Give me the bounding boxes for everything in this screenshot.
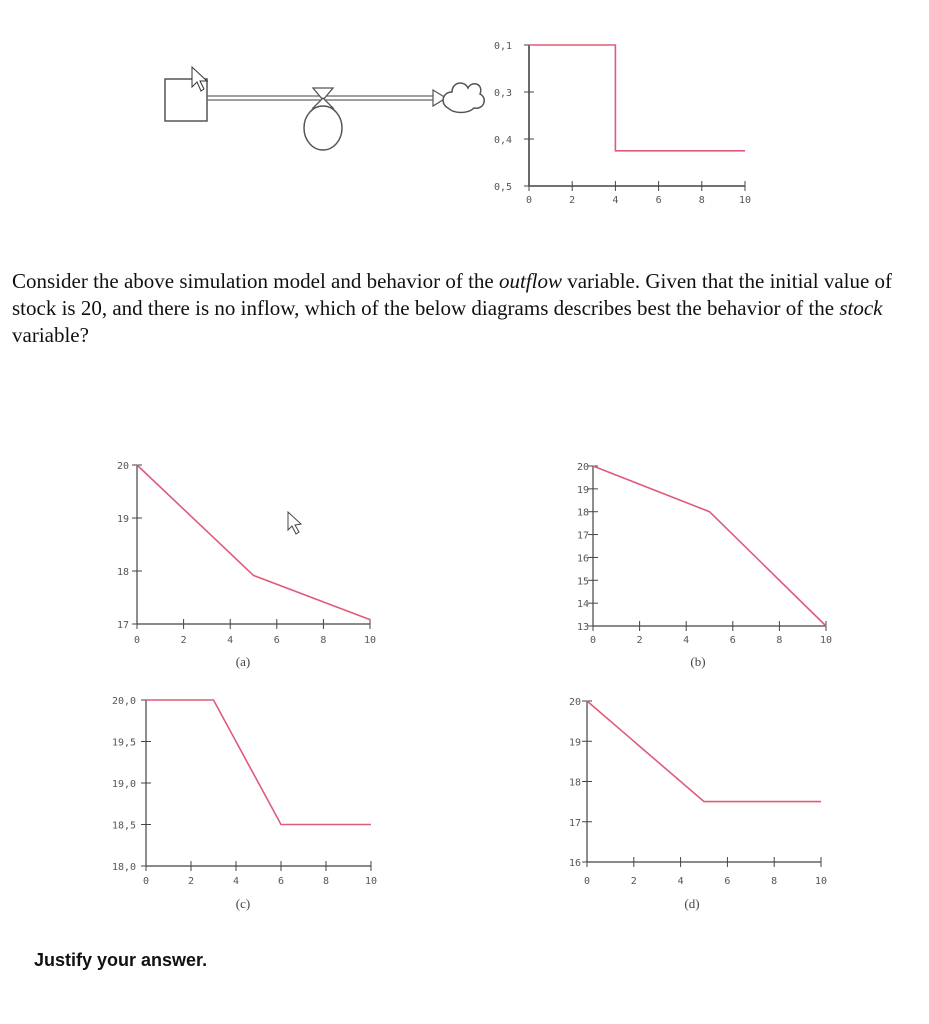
y-tick-label: 16 bbox=[568, 858, 582, 869]
y-tick-label: 0,1 bbox=[493, 41, 513, 52]
chart-caption: (b) bbox=[690, 654, 706, 669]
y-tick-label: 17 bbox=[576, 530, 590, 542]
y-tick-label: 15 bbox=[576, 576, 590, 588]
y-tick-label: 20 bbox=[116, 461, 130, 472]
x-tick-label: 8 bbox=[322, 876, 330, 887]
y-tick-label: 18 bbox=[568, 777, 582, 789]
y-tick-label: 16 bbox=[576, 553, 590, 565]
y-tick-label: 14 bbox=[576, 599, 590, 611]
x-tick-label: 8 bbox=[771, 876, 778, 887]
y-tick-label: 0,4 bbox=[493, 135, 513, 146]
x-tick-label: 10 bbox=[814, 876, 828, 887]
question-text: Consider the above simulation model and behavior of the outflow variable. Given that the initial value of stock is 20, and there is no inflow, which of the below diagrams describes best the behavior of the stock variable? bbox=[12, 269, 893, 347]
x-tick-label: 8 bbox=[698, 195, 705, 206]
y-tick-label: 17 bbox=[116, 620, 130, 631]
chart-caption: (c) bbox=[235, 896, 251, 911]
y-tick-label: 18 bbox=[116, 567, 130, 578]
y-tick-label: 18,0 bbox=[111, 862, 137, 873]
y-tick-label: 19 bbox=[568, 737, 582, 749]
x-tick-label: 4 bbox=[677, 876, 684, 887]
x-tick-label: 0 bbox=[589, 635, 597, 646]
x-tick-label: 8 bbox=[776, 635, 783, 646]
x-tick-label: 0 bbox=[133, 635, 141, 646]
chart-caption: (d) bbox=[684, 896, 700, 911]
x-tick-label: 6 bbox=[724, 876, 731, 887]
x-tick-label: 10 bbox=[363, 635, 377, 646]
y-tick-label: 19,5 bbox=[111, 737, 137, 749]
y-tick-label: 13 bbox=[576, 622, 590, 633]
x-tick-label: 10 bbox=[364, 876, 378, 887]
x-tick-label: 4 bbox=[227, 635, 234, 646]
x-tick-label: 4 bbox=[683, 635, 690, 646]
chart-caption: (a) bbox=[235, 654, 251, 669]
x-tick-label: 6 bbox=[729, 635, 736, 646]
y-tick-label: 20 bbox=[568, 697, 582, 708]
x-tick-label: 0 bbox=[142, 876, 150, 887]
x-tick-label: 2 bbox=[180, 635, 187, 646]
x-tick-label: 2 bbox=[630, 876, 637, 887]
y-tick-label: 19,0 bbox=[111, 779, 137, 790]
y-tick-label: 18,5 bbox=[111, 820, 137, 832]
x-tick-label: 2 bbox=[636, 635, 643, 646]
x-tick-label: 6 bbox=[655, 195, 662, 206]
y-tick-label: 18 bbox=[576, 507, 590, 519]
x-tick-label: 4 bbox=[232, 876, 240, 887]
x-tick-label: 8 bbox=[320, 635, 327, 646]
x-tick-label: 0 bbox=[525, 195, 533, 206]
x-tick-label: 10 bbox=[819, 635, 833, 646]
y-tick-label: 0,3 bbox=[493, 88, 513, 99]
x-tick-label: 2 bbox=[569, 195, 576, 206]
x-tick-label: 10 bbox=[738, 195, 752, 206]
y-tick-label: 20,0 bbox=[111, 696, 137, 707]
x-tick-label: 6 bbox=[273, 635, 280, 646]
y-tick-label: 19 bbox=[116, 514, 130, 525]
x-tick-label: 2 bbox=[187, 876, 195, 887]
x-tick-label: 0 bbox=[583, 876, 591, 887]
justify-prompt: Justify your answer. bbox=[34, 950, 208, 970]
x-tick-label: 6 bbox=[277, 876, 285, 887]
y-tick-label: 0,5 bbox=[493, 182, 513, 193]
y-tick-label: 19 bbox=[576, 484, 590, 496]
y-tick-label: 20 bbox=[576, 462, 590, 473]
y-tick-label: 17 bbox=[568, 817, 582, 829]
x-tick-label: 4 bbox=[612, 195, 619, 206]
